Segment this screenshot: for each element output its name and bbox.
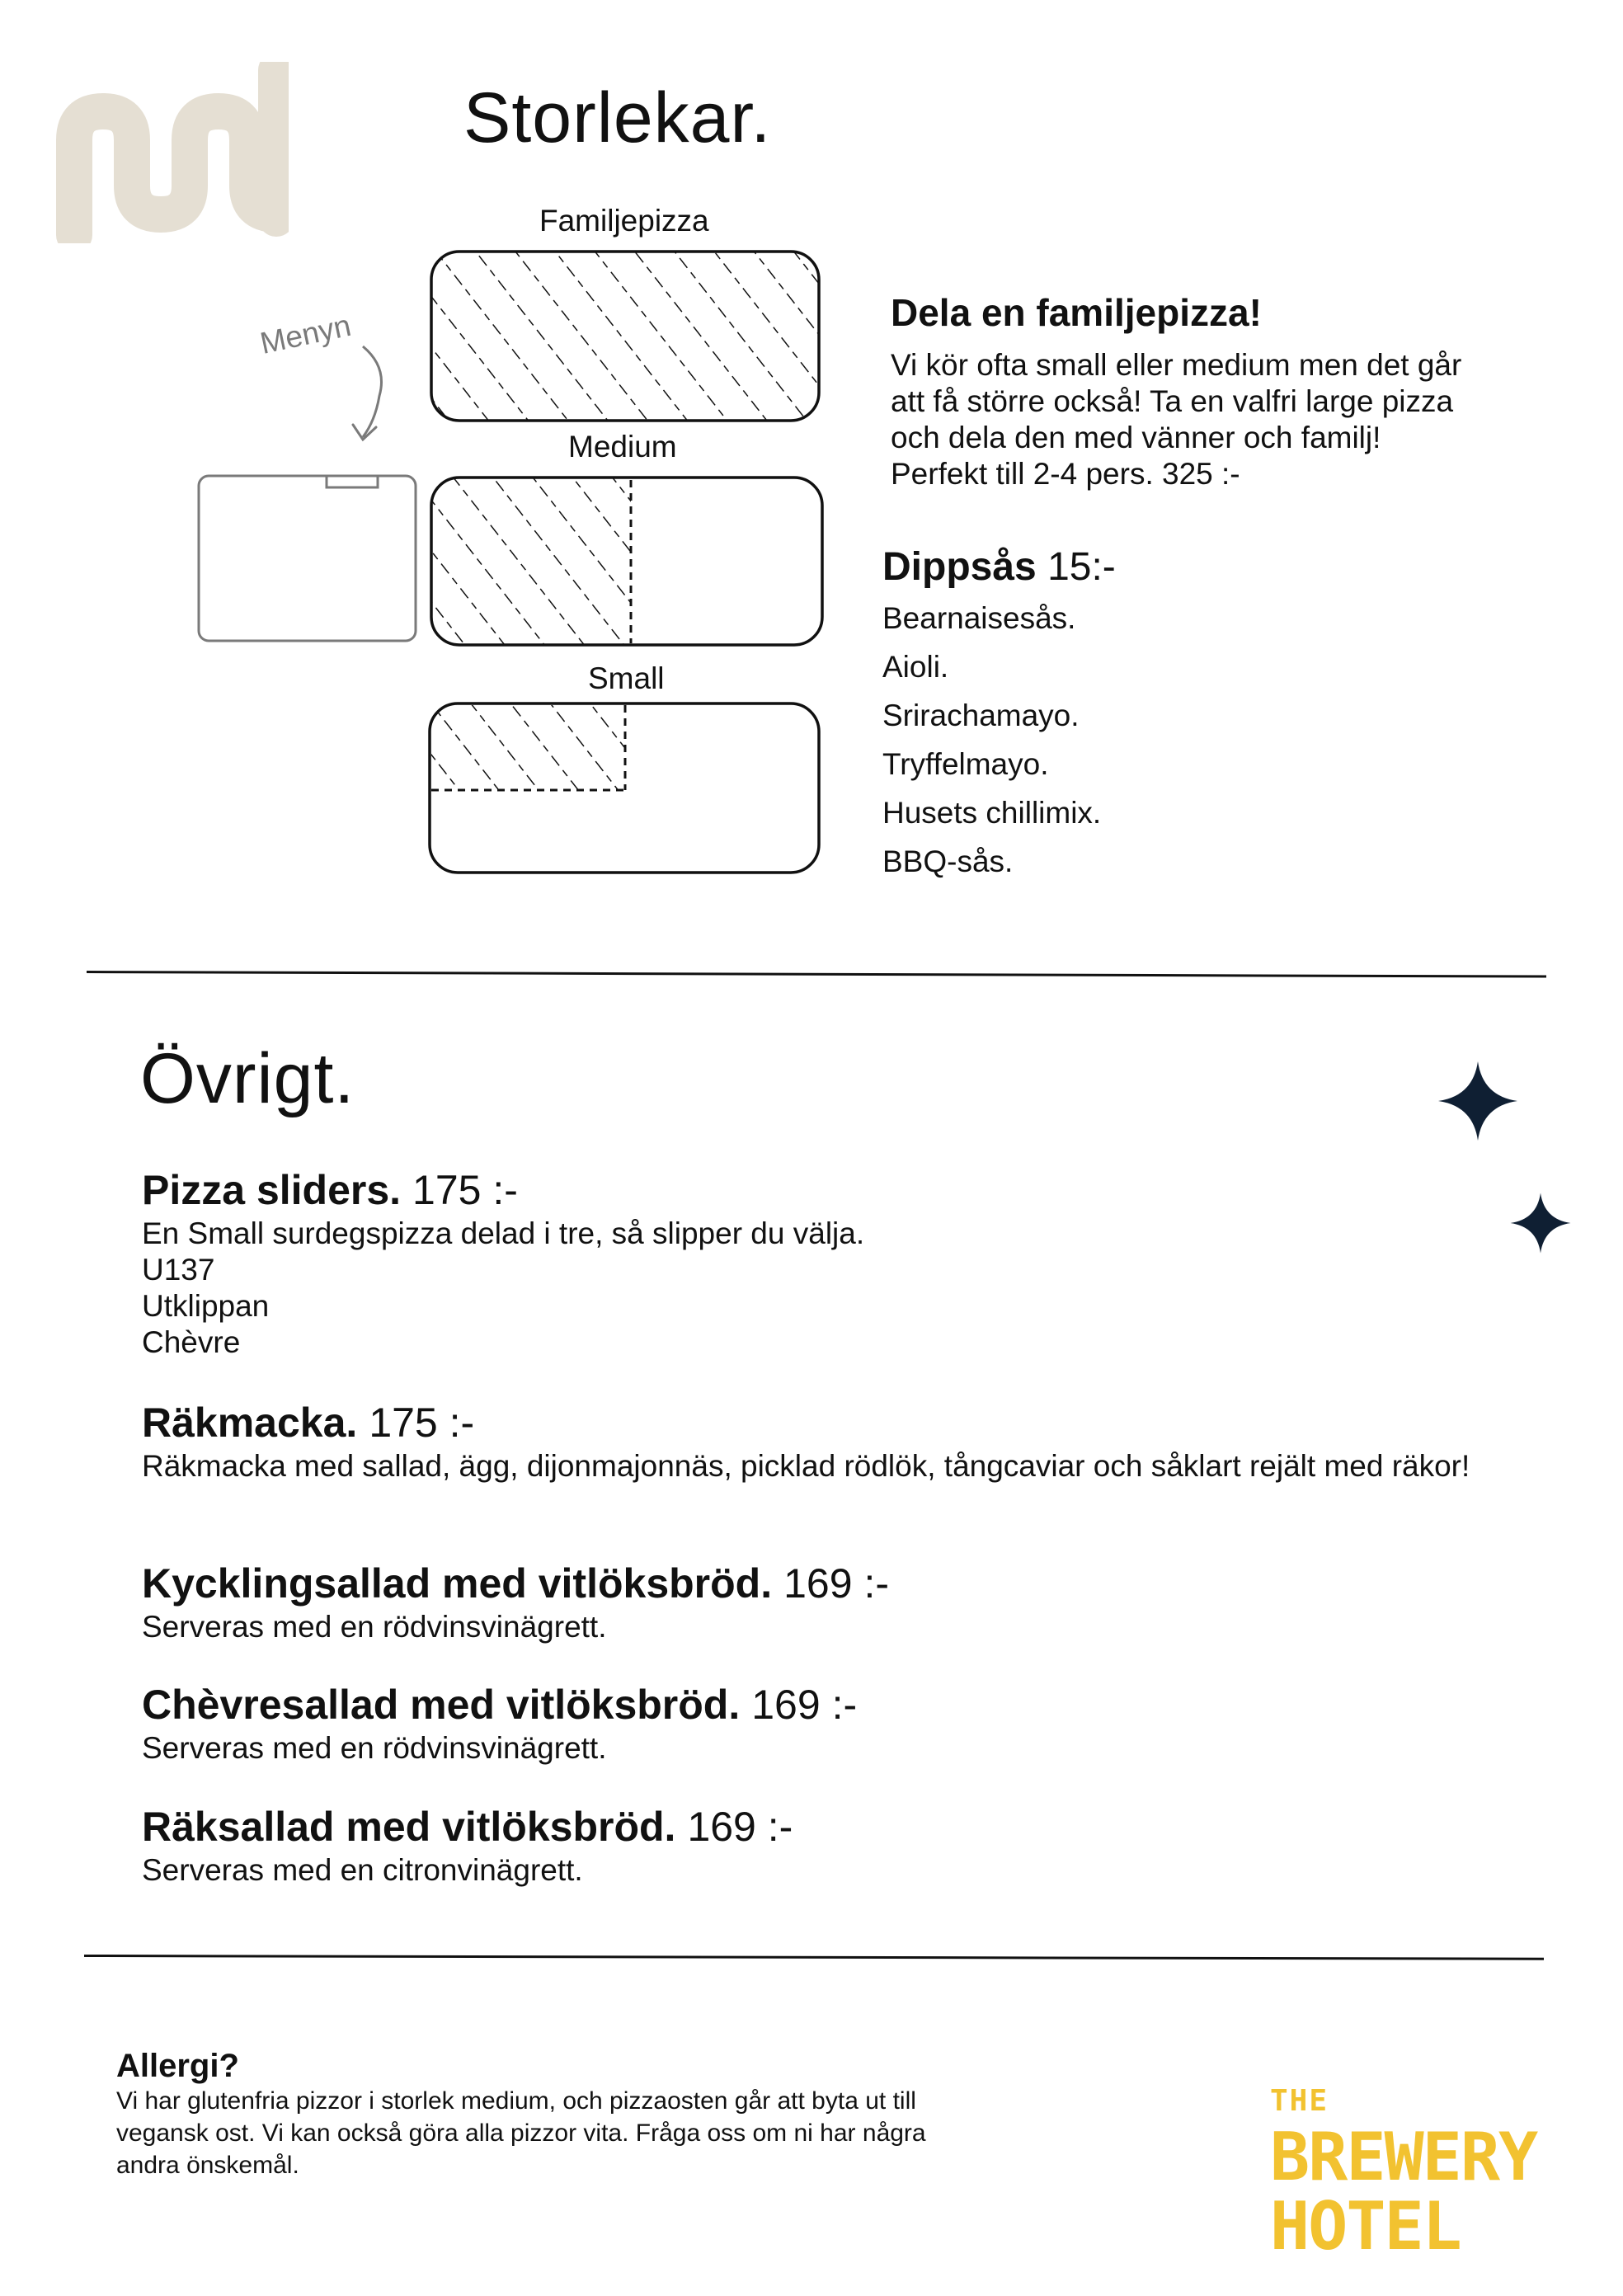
item-price: 169 :- — [783, 1560, 889, 1607]
item-desc — [142, 1216, 1544, 1361]
menu-sketch-label: Menyn — [256, 308, 355, 360]
allergy-text: Vi har glutenfria pizzor i storlek medium, och pizzaosten går att byta ut till vegansk ost. Vi kan också göra alla pizzor vita. Fråga oss om ni har några andra önskemål. — [116, 2087, 926, 2179]
section-divider — [84, 1955, 1544, 1960]
other-item-kycklingsallad — [142, 1560, 1544, 1645]
small-size-label: Small — [588, 661, 665, 695]
list-item: Aioli. — [882, 650, 949, 684]
dips-heading — [882, 545, 1116, 589]
item-price: 169 :- — [687, 1804, 793, 1850]
share-heading: Dela en familjepizza! — [891, 291, 1262, 334]
item-price: 175 :- — [412, 1167, 518, 1213]
dips-price: 15:- — [1047, 545, 1116, 589]
dips-list — [882, 594, 1101, 886]
item-title — [142, 1682, 1544, 1728]
item-desc-line: Chèvre — [142, 1325, 241, 1359]
brand-logo — [1270, 2084, 1537, 2265]
item-desc — [142, 1852, 1544, 1889]
item-desc — [142, 1609, 1544, 1645]
section-divider — [87, 971, 1546, 978]
list-item: BBQ-sås. — [882, 845, 1014, 878]
list-item: Tryffelmayo. — [882, 747, 1049, 781]
brand-brewery: BREWERY — [1270, 2119, 1537, 2195]
list-item: Bearnaisesås. — [882, 601, 1076, 635]
medium-pizza-box — [431, 478, 822, 645]
item-name: Räksallad med vitlöksbröd. — [142, 1804, 676, 1850]
item-price: 169 :- — [751, 1682, 858, 1728]
item-desc-line: Serveras med en rödvinsvinägrett. — [142, 1731, 607, 1765]
item-name: Räkmacka. — [142, 1400, 358, 1446]
allergy-heading: Allergi? — [116, 2048, 239, 2084]
item-title — [142, 1804, 1544, 1850]
item-desc-line: Serveras med en rödvinsvinägrett. — [142, 1610, 607, 1644]
item-desc-line: Räkmacka med sallad, ägg, dijonmajonnäs, picklad rödlök, tångcaviar och såklart rejält med räkor! — [142, 1449, 1470, 1483]
item-desc — [142, 1448, 1494, 1484]
item-desc-line: U137 — [142, 1253, 215, 1287]
list-item: Srirachamayo. — [882, 699, 1080, 732]
menu-sketch — [199, 346, 416, 641]
dips-heading-label: Dippsås — [882, 545, 1037, 589]
other-item-rakmacka — [142, 1402, 1494, 1484]
item-name: Pizza sliders. — [142, 1167, 402, 1213]
sizes-title: Storlekar. — [463, 78, 772, 158]
small-pizza-box — [430, 703, 819, 873]
item-price: 175 :- — [369, 1400, 475, 1446]
item-name: Chèvresallad med vitlöksbröd. — [142, 1682, 741, 1728]
item-desc-line: En Small surdegspizza delad i tre, så slipper du välja. — [142, 1216, 865, 1250]
medium-size-label: Medium — [568, 430, 677, 463]
other-item-raksallad — [142, 1806, 1544, 1889]
item-name: Kycklingsallad med vitlöksbröd. — [142, 1560, 773, 1607]
brand-hotel: HOTEL — [1270, 2188, 1461, 2265]
brand-the: THE — [1270, 2084, 1329, 2118]
item-title — [142, 1400, 1494, 1446]
sparkle-star-icon — [1437, 1060, 1519, 1142]
other-title: Övrigt. — [140, 1039, 355, 1118]
item-title — [142, 1169, 1544, 1211]
list-item: Husets chillimix. — [882, 796, 1102, 830]
family-size-label: Familjepizza — [539, 204, 709, 238]
item-desc-line: Serveras med en citronvinägrett. — [142, 1853, 583, 1887]
other-item-pizza-sliders — [142, 1169, 1544, 1361]
share-text: Vi kör ofta small eller medium men det går att få större också! Ta en valfri large pizza och dela den med vänner och familj! Perfekt till 2-4 pers. 325 :- — [891, 348, 1462, 491]
other-item-chevresallad — [142, 1684, 1544, 1767]
item-title — [142, 1560, 1544, 1607]
family-pizza-box — [431, 252, 819, 421]
item-desc — [142, 1730, 1544, 1767]
item-desc-line: Utklippan — [142, 1289, 270, 1323]
